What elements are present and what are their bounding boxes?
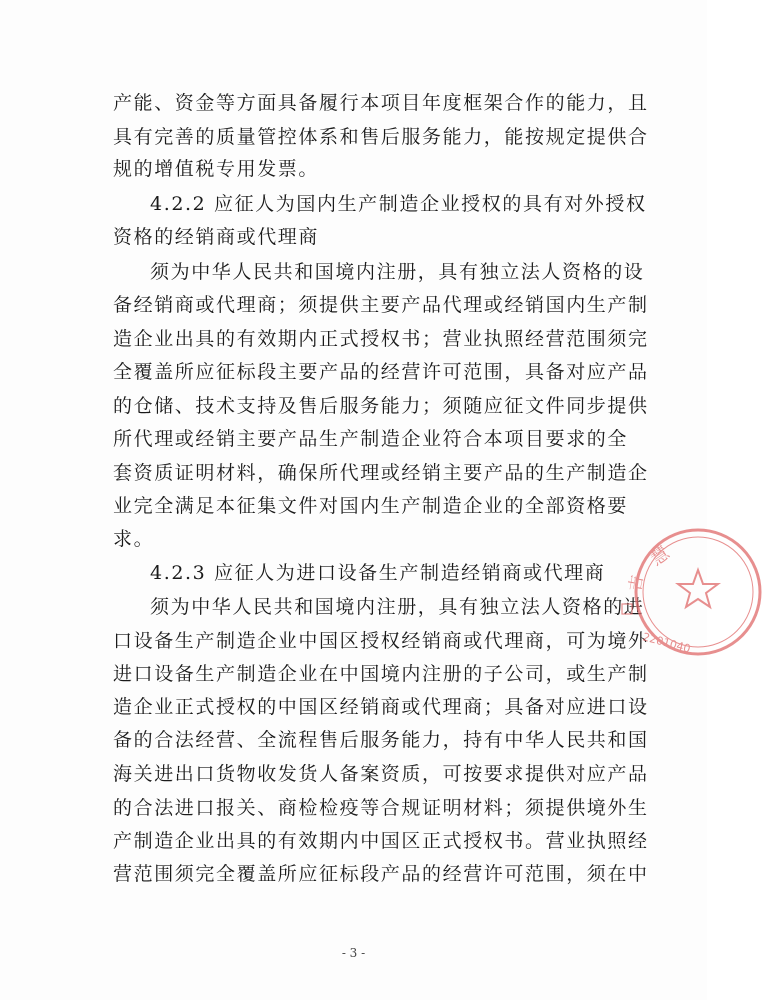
svg-text:2201040: 2201040 [641, 630, 692, 656]
svg-text:慧: 慧 [646, 542, 674, 571]
company-seal-stamp [625, 522, 768, 662]
paragraph-line: 须为中华人民共和国境内注册，具有独立法人资格的设 [150, 261, 645, 283]
page-number: - 3 - [341, 946, 366, 960]
paragraph-line: 产制造企业出具的有效期内中国区正式授权书。营业执照经 [113, 830, 649, 852]
paragraph-line: 备的合法经营、全流程售后服务能力，持有中华人民共和国 [113, 729, 649, 751]
paragraph-line: 业完全满足本征集文件对国内生产制造企业的全部资格要 [113, 495, 629, 517]
paragraph-line: 须为中华人民共和国境内注册，具有独立法人资格的进 [150, 596, 645, 618]
paragraph-line: 全覆盖所应征标段主要产品的经营许可范围，具备对应产品 [113, 361, 649, 383]
paragraph-line: 营范围须完全覆盖所应征标段产品的经营许可范围，须在中 [113, 863, 649, 885]
paragraph-line: 的仓储、技术支持及售后服务能力；须随应征文件同步提供 [113, 395, 649, 417]
svg-text:吉: 吉 [625, 573, 647, 593]
paragraph-line: 口设备生产制造企业中国区授权经销商或代理商，可为境外 [113, 630, 649, 652]
paragraph-line: 产能、资金等方面具备履行本项目年度框架合作的能力，且 [113, 92, 649, 114]
paragraph-line: 求。 [113, 528, 155, 550]
section-heading-4-2-2: 4.2.2 应征人为国内生产制造企业授权的具有对外授权 [150, 193, 647, 215]
paragraph-line: 备经销商或代理商；须提供主要产品代理或经销国内生产制 [113, 294, 649, 316]
paragraph-line: 的合法进口报关、商检检疫等合规证明材料；须提供境外生 [113, 797, 649, 819]
paragraph-line: 所代理或经销主要产品生产制造企业符合本项目要求的全 [113, 428, 629, 450]
paragraph-line: 海关进出口货物收发货人备案资质，可按要求提供对应产品 [113, 763, 649, 785]
section-heading-4-2-2-cont: 资格的经销商或代理商 [113, 226, 320, 248]
paragraph-line: 进口设备生产制造企业在中国境内注册的子公司，或生产制 [113, 663, 649, 685]
section-heading-4-2-3: 4.2.3 应征人为进口设备生产制造经销商或代理商 [150, 562, 606, 584]
paragraph-line: 造企业正式授权的中国区经销商或代理商；具备对应进口设 [113, 696, 649, 718]
paragraph-line: 规的增值税专用发票。 [113, 158, 320, 180]
paragraph-line: 造企业出具的有效期内正式授权书；营业执照经营范围须完 [113, 328, 649, 350]
paragraph-line: 具有完善的质量管控体系和售后服务能力，能按规定提供合 [113, 126, 649, 148]
paragraph-line: 套资质证明材料，确保所代理或经销主要产品的生产制造企 [113, 462, 649, 484]
